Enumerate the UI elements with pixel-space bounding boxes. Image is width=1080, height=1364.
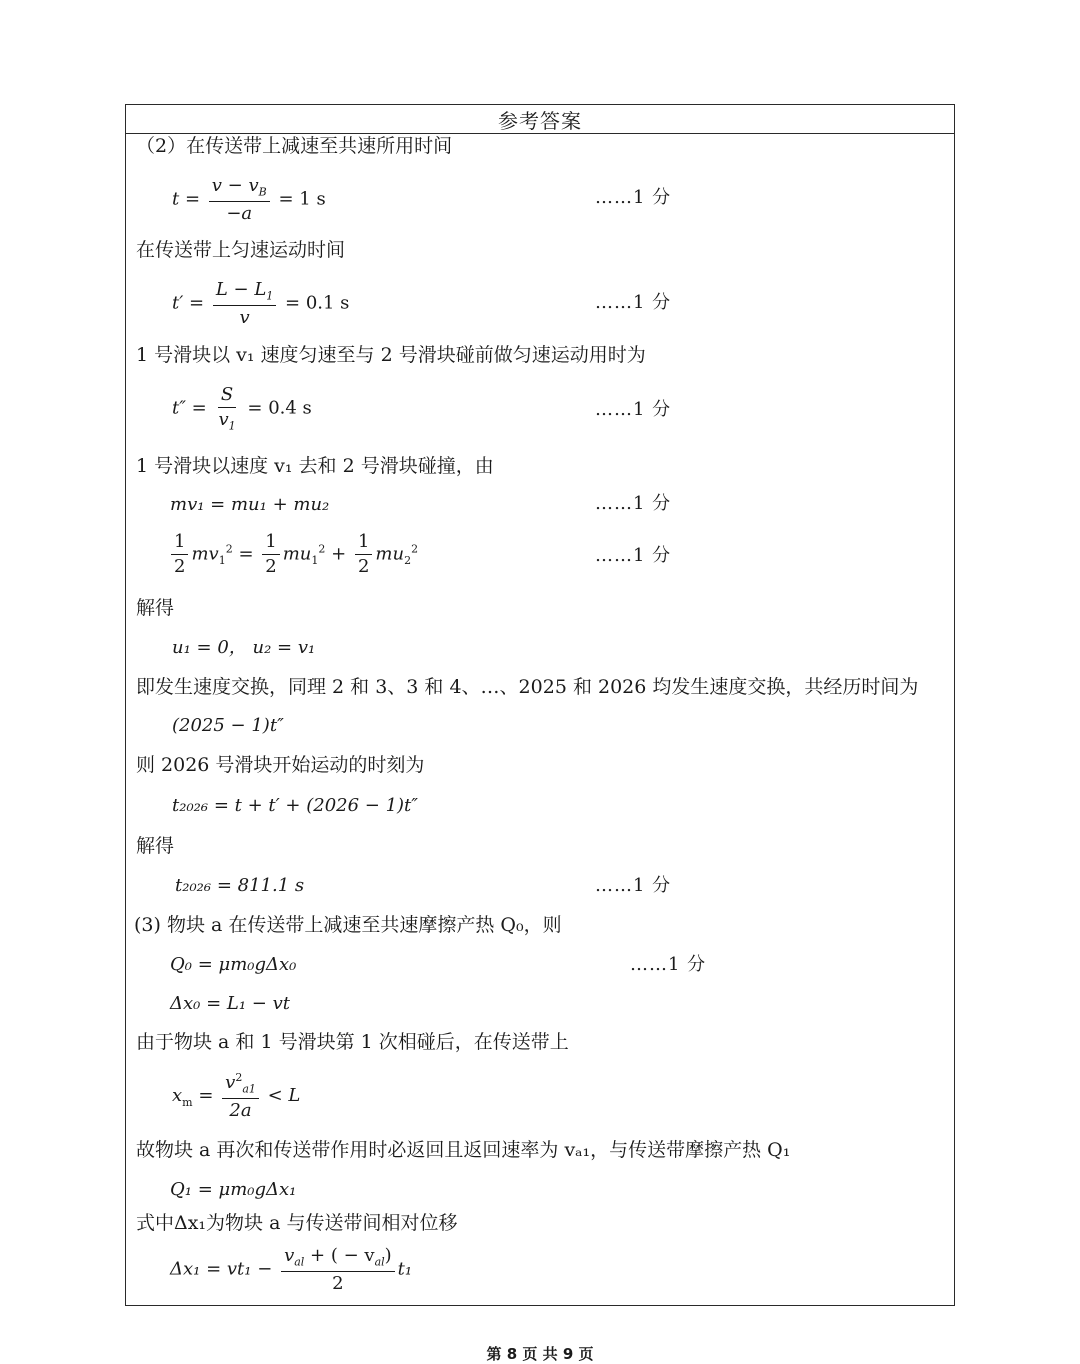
text-slider1-uniform: 1 号滑块以 v₁ 速度匀速至与 2 号滑块碰前做匀速运动用时为 (136, 344, 646, 366)
text-p2-intro: （2）在传送带上减速至共速所用时间 (136, 135, 453, 157)
text-collide: 1 号滑块以速度 v₁ 去和 2 号滑块碰撞，由 (136, 455, 494, 477)
equation-momentum: mv₁ = mu₁ + mu₂ (170, 494, 330, 515)
equation-xm: $x_m$ = $\frac{v^2_{a1}}{2a}$ < L (172, 1071, 301, 1121)
equation-t-prime: t′ = $\frac{L - L_1}{v}$ = 0.1 s (172, 279, 350, 328)
text-solve-1: 解得 (136, 597, 175, 619)
equation-energy: $\frac{1}{2}$ $mv_1^2$ = $\frac{1}{2}$ $mu_1^2$ + $\frac{1}{2}$ $mu_2^2$ (168, 532, 418, 577)
text-after-collision: 由于物块 a 和 1 号滑块第 1 次相碰后，在传送带上 (136, 1031, 569, 1053)
header-title: 参考答案 (126, 105, 954, 134)
score-3: ……1 分 (595, 399, 672, 420)
equation-q0: Q₀ = μm₀gΔx₀ (170, 954, 297, 975)
equation-delta-x1: Δx₁ = vt₁ − $\frac{v_{al} + ( - v_{al})}{2}$ t₁ (170, 1245, 413, 1294)
equation-delta-x0: Δx₀ = L₁ − vt (170, 993, 290, 1014)
equation-t2026-result: t₂₀₂₆ = 811.1 s (175, 875, 305, 896)
equation-u-result: u₁ = 0， u₂ = v₁ (172, 637, 316, 658)
text-delta-x1-def: 式中Δx₁为物块 a 与传送带间相对位移 (136, 1212, 458, 1234)
score-2: ……1 分 (595, 292, 672, 313)
text-exchange: 即发生速度交换，同理 2 和 3、3 和 4、…、2025 和 2026 均发生速度交换，共经历时间为 (136, 676, 919, 698)
equation-t-double-prime: t″ = $\frac{S}{v_1}$ = 0.4 s (172, 384, 312, 433)
score-7: ……1 分 (630, 954, 707, 975)
equation-total-time: (2025 − 1)t″ (172, 715, 284, 736)
score-5: ……1 分 (595, 545, 672, 566)
equation-q1: Q₁ = μm₀gΔx₁ (170, 1179, 297, 1200)
score-6: ……1 分 (595, 875, 672, 896)
text-p3-intro: (3) 物块 a 在传送带上减速至共速摩擦产热 Q₀，则 (134, 914, 562, 936)
equation-t: t = $\frac{v - v_B}{-a}$ = 1 s (172, 175, 326, 224)
text-belt-uniform: 在传送带上匀速运动时间 (136, 239, 346, 261)
text-start-time: 则 2026 号滑块开始运动的时刻为 (136, 754, 425, 776)
score-4: ……1 分 (595, 493, 672, 514)
score-1: ……1 分 (595, 187, 672, 208)
text-return-heat: 故物块 a 再次和传送带作用时必返回且返回速率为 vₐ₁，与传送带摩擦产热 Q₁ (136, 1139, 791, 1161)
page-footer: 第 8 页 共 9 页 (486, 1345, 594, 1363)
equation-t2026: t₂₀₂₆ = t + t′ + (2026 − 1)t″ (172, 795, 419, 816)
text-solve-2: 解得 (136, 835, 175, 857)
